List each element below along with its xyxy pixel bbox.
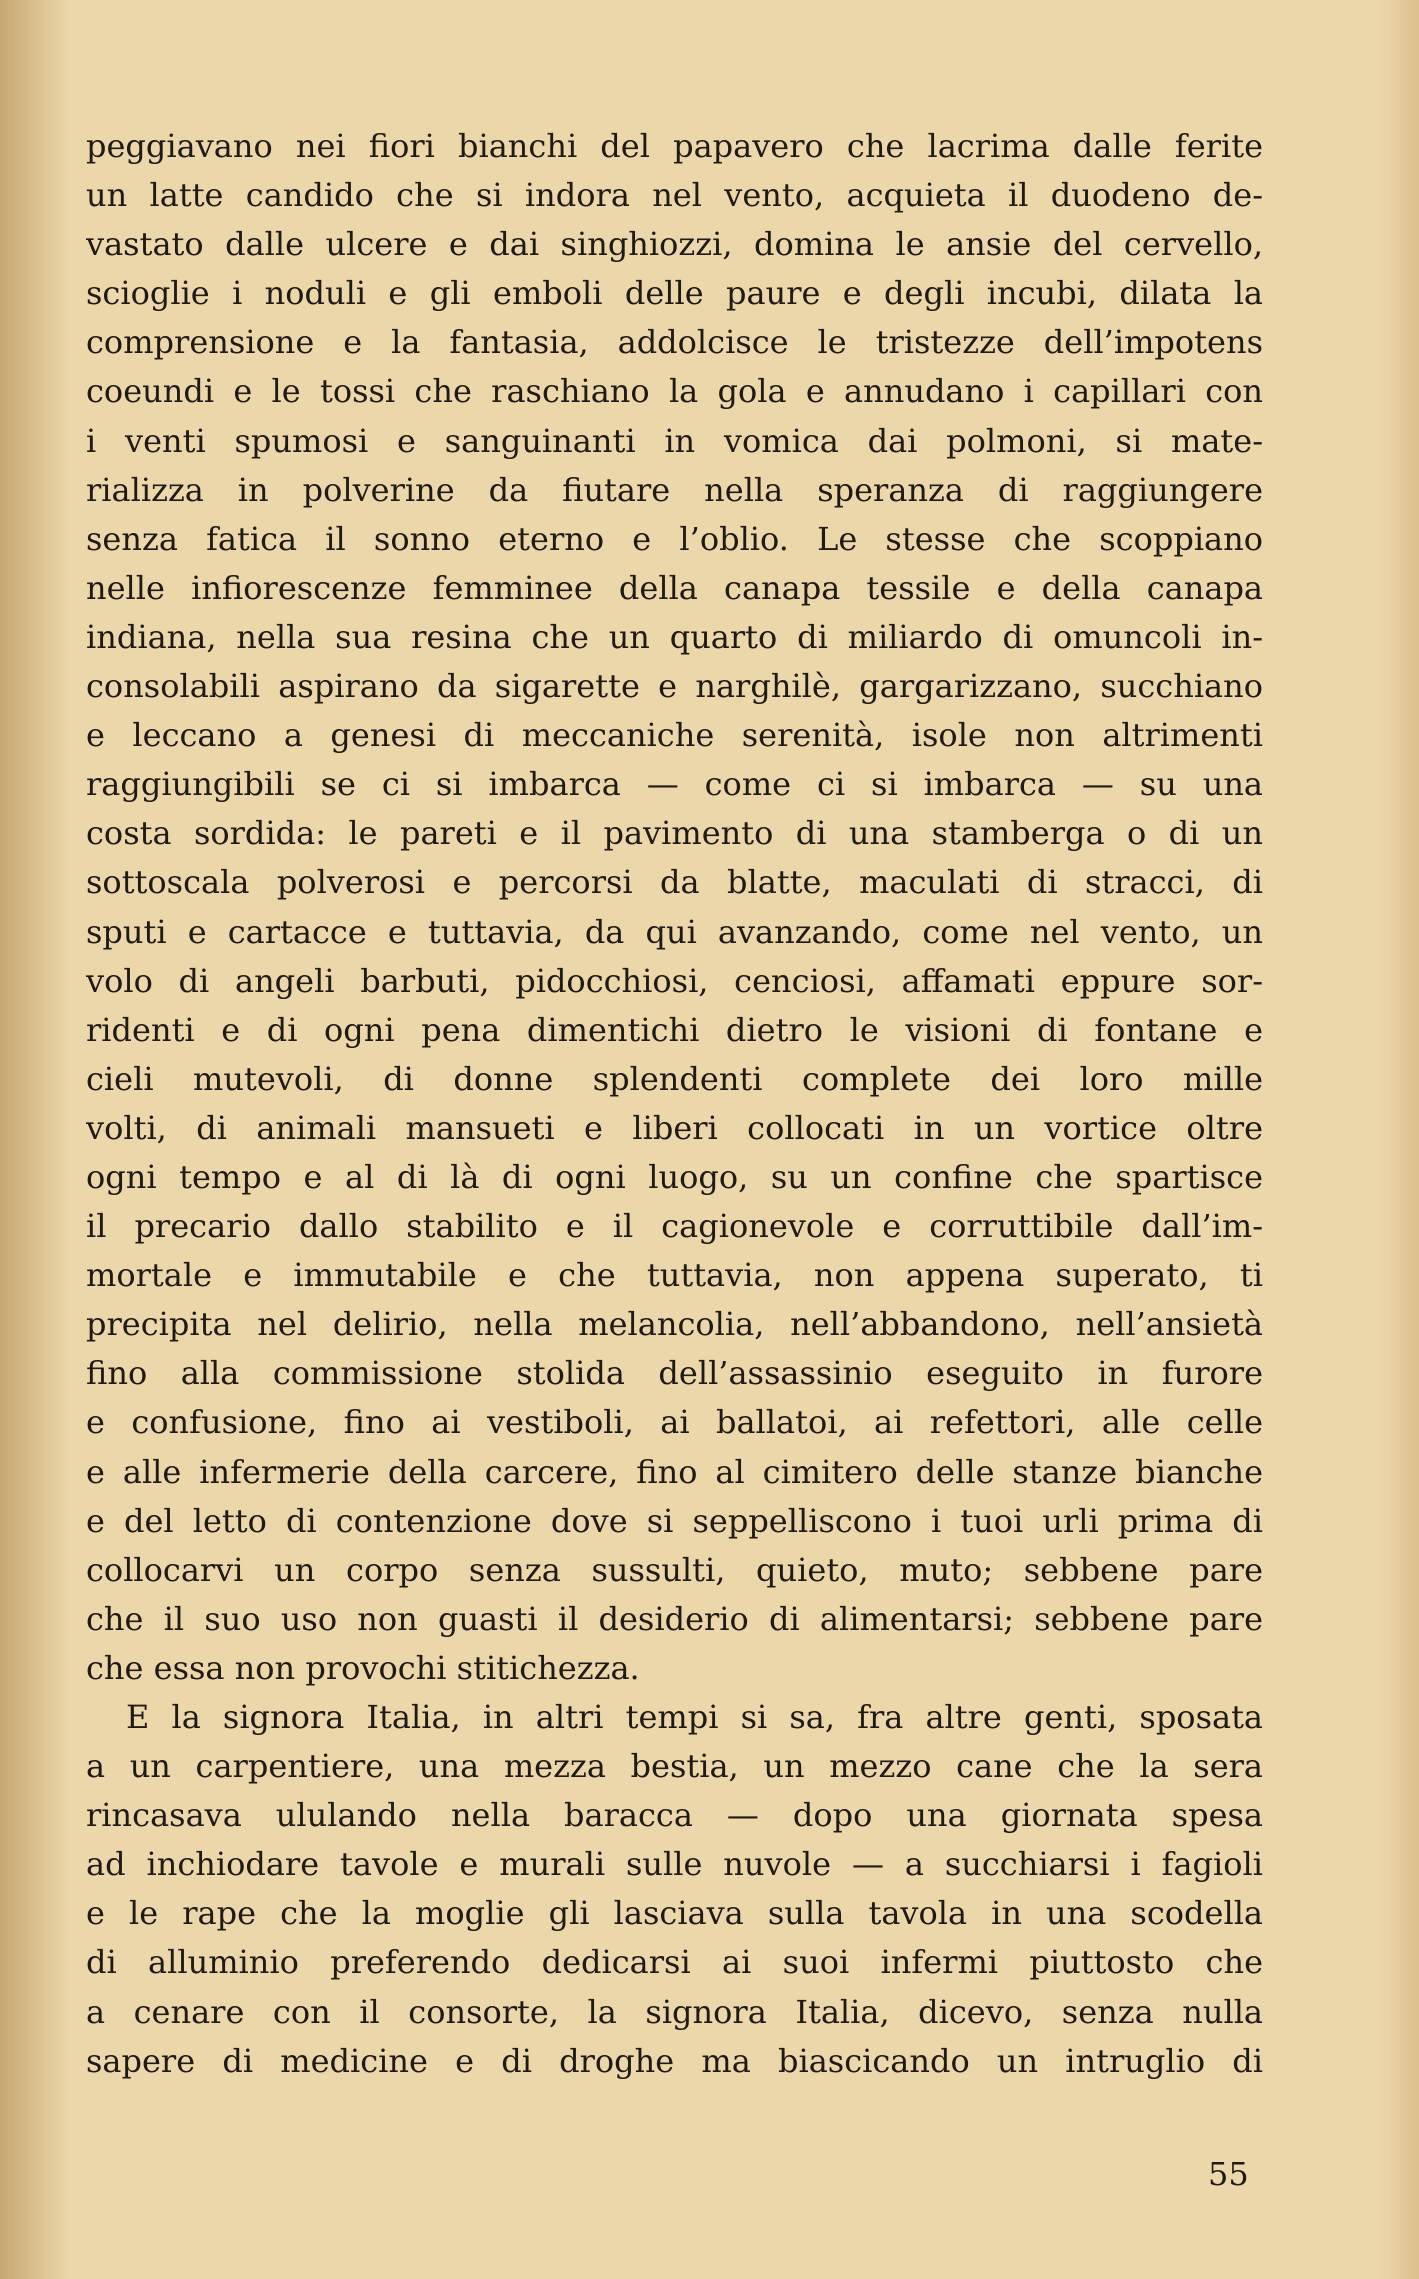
text-line: e confusione, fino ai vestiboli, ai ballatoi, ai refettori, alle celle [86,1403,1263,1442]
page-number: 55 [1208,2155,1249,2193]
text-line: sputi e cartacce e tuttavia, da qui avanzando, come nel vento, un [86,912,1263,951]
text-line: rializza in polverine da fiutare nella speranza di raggiungere [86,470,1263,509]
text-line: scioglie i noduli e gli emboli delle paure e degli incubi, dilata la [86,274,1263,313]
text-line: a un carpentiere, una mezza bestia, un mezzo cane che la sera [86,1747,1263,1786]
text-line: di alluminio preferendo dedicarsi ai suoi infermi piuttosto che [86,1943,1263,1982]
text-line: sapere di medicine e di droghe ma biascicando un intruglio di [86,2041,1263,2080]
text-line: e del letto di contenzione dove si seppelliscono i tuoi urli prima di [86,1501,1263,1540]
text-line-paragraph-end: che essa non provochi stitichezza. [86,1648,640,1687]
text-line: e alle infermerie della carcere, fino al cimitero delle stanze bianche [86,1452,1263,1491]
text-line: nelle infiorescenze femminee della canapa tessile e della canapa [86,568,1263,607]
text-line: e le rape che la moglie gli lasciava sulla tavola in una scodella [86,1894,1263,1933]
text-line: consolabili aspirano da sigarette e narghilè, gargarizzano, succhiano [86,667,1263,706]
text-line: ogni tempo e al di là di ogni luogo, su un confine che spartisce [86,1157,1263,1196]
text-line: coeundi e le tossi che raschiano la gola e annudano i capillari con [86,372,1263,411]
text-line: a cenare con il consorte, la signora Italia, dicevo, senza nulla [86,1992,1263,2031]
text-line: comprensione e la fantasia, addolcisce le tristezze dell’impotens [86,323,1263,362]
text-line: un latte candido che si indora nel vento, acquieta il duodeno de- [86,176,1263,215]
text-line: senza fatica il sonno eterno e l’oblio. Le stesse che scoppiano [86,519,1263,558]
text-line: ridenti e di ogni pena dimentichi dietro le visioni di fontane e [86,1010,1263,1049]
text-line: i venti spumosi e sanguinanti in vomica dai polmoni, si mate- [86,421,1263,460]
text-line: raggiungibili se ci si imbarca — come ci si imbarca — su una [86,765,1263,804]
body-text [86,122,1263,2086]
text-line: collocarvi un corpo senza sussulti, quieto, muto; sebbene pare [86,1550,1263,1589]
text-line: vastato dalle ulcere e dai singhiozzi, domina le ansie del cervello, [86,225,1263,264]
text-line: precipita nel delirio, nella melancolia, nell’abbandono, nell’ansietà [86,1305,1263,1344]
text-line: ad inchiodare tavole e murali sulle nuvole — a succhiarsi i fagioli [86,1845,1263,1884]
text-line-paragraph-start: E la signora Italia, in altri tempi si sa, fra altre genti, sposata [126,1698,1263,1736]
text-line: rincasava ululando nella baracca — dopo una giornata spesa [86,1796,1263,1835]
text-line: che il suo uso non guasti il desiderio di alimentarsi; sebbene pare [86,1599,1263,1638]
text-line: cieli mutevoli, di donne splendenti complete dei loro mille [86,1059,1263,1098]
text-line: volo di angeli barbuti, pidocchiosi, cenciosi, affamati eppure sor- [86,961,1263,1000]
text-line: peggiavano nei fiori bianchi del papavero che lacrima dalle ferite [86,127,1263,165]
text-line: fino alla commissione stolida dell’assassinio eseguito in furore [86,1354,1263,1393]
text-line: indiana, nella sua resina che un quarto di miliardo di omuncoli in- [86,617,1263,656]
text-line: mortale e immutabile e che tuttavia, non appena superato, ti [86,1256,1263,1295]
text-line: e leccano a genesi di meccaniche serenità, isole non altrimenti [86,716,1263,755]
text-line: costa sordida: le pareti e il pavimento di una stamberga o di un [86,814,1263,853]
text-line: volti, di animali mansueti e liberi collocati in un vortice oltre [86,1108,1263,1147]
text-line: il precario dallo stabilito e il cagionevole e corruttibile dall’im- [86,1207,1263,1246]
text-line: sottoscala polverosi e percorsi da blatte, maculati di stracci, di [86,863,1263,902]
